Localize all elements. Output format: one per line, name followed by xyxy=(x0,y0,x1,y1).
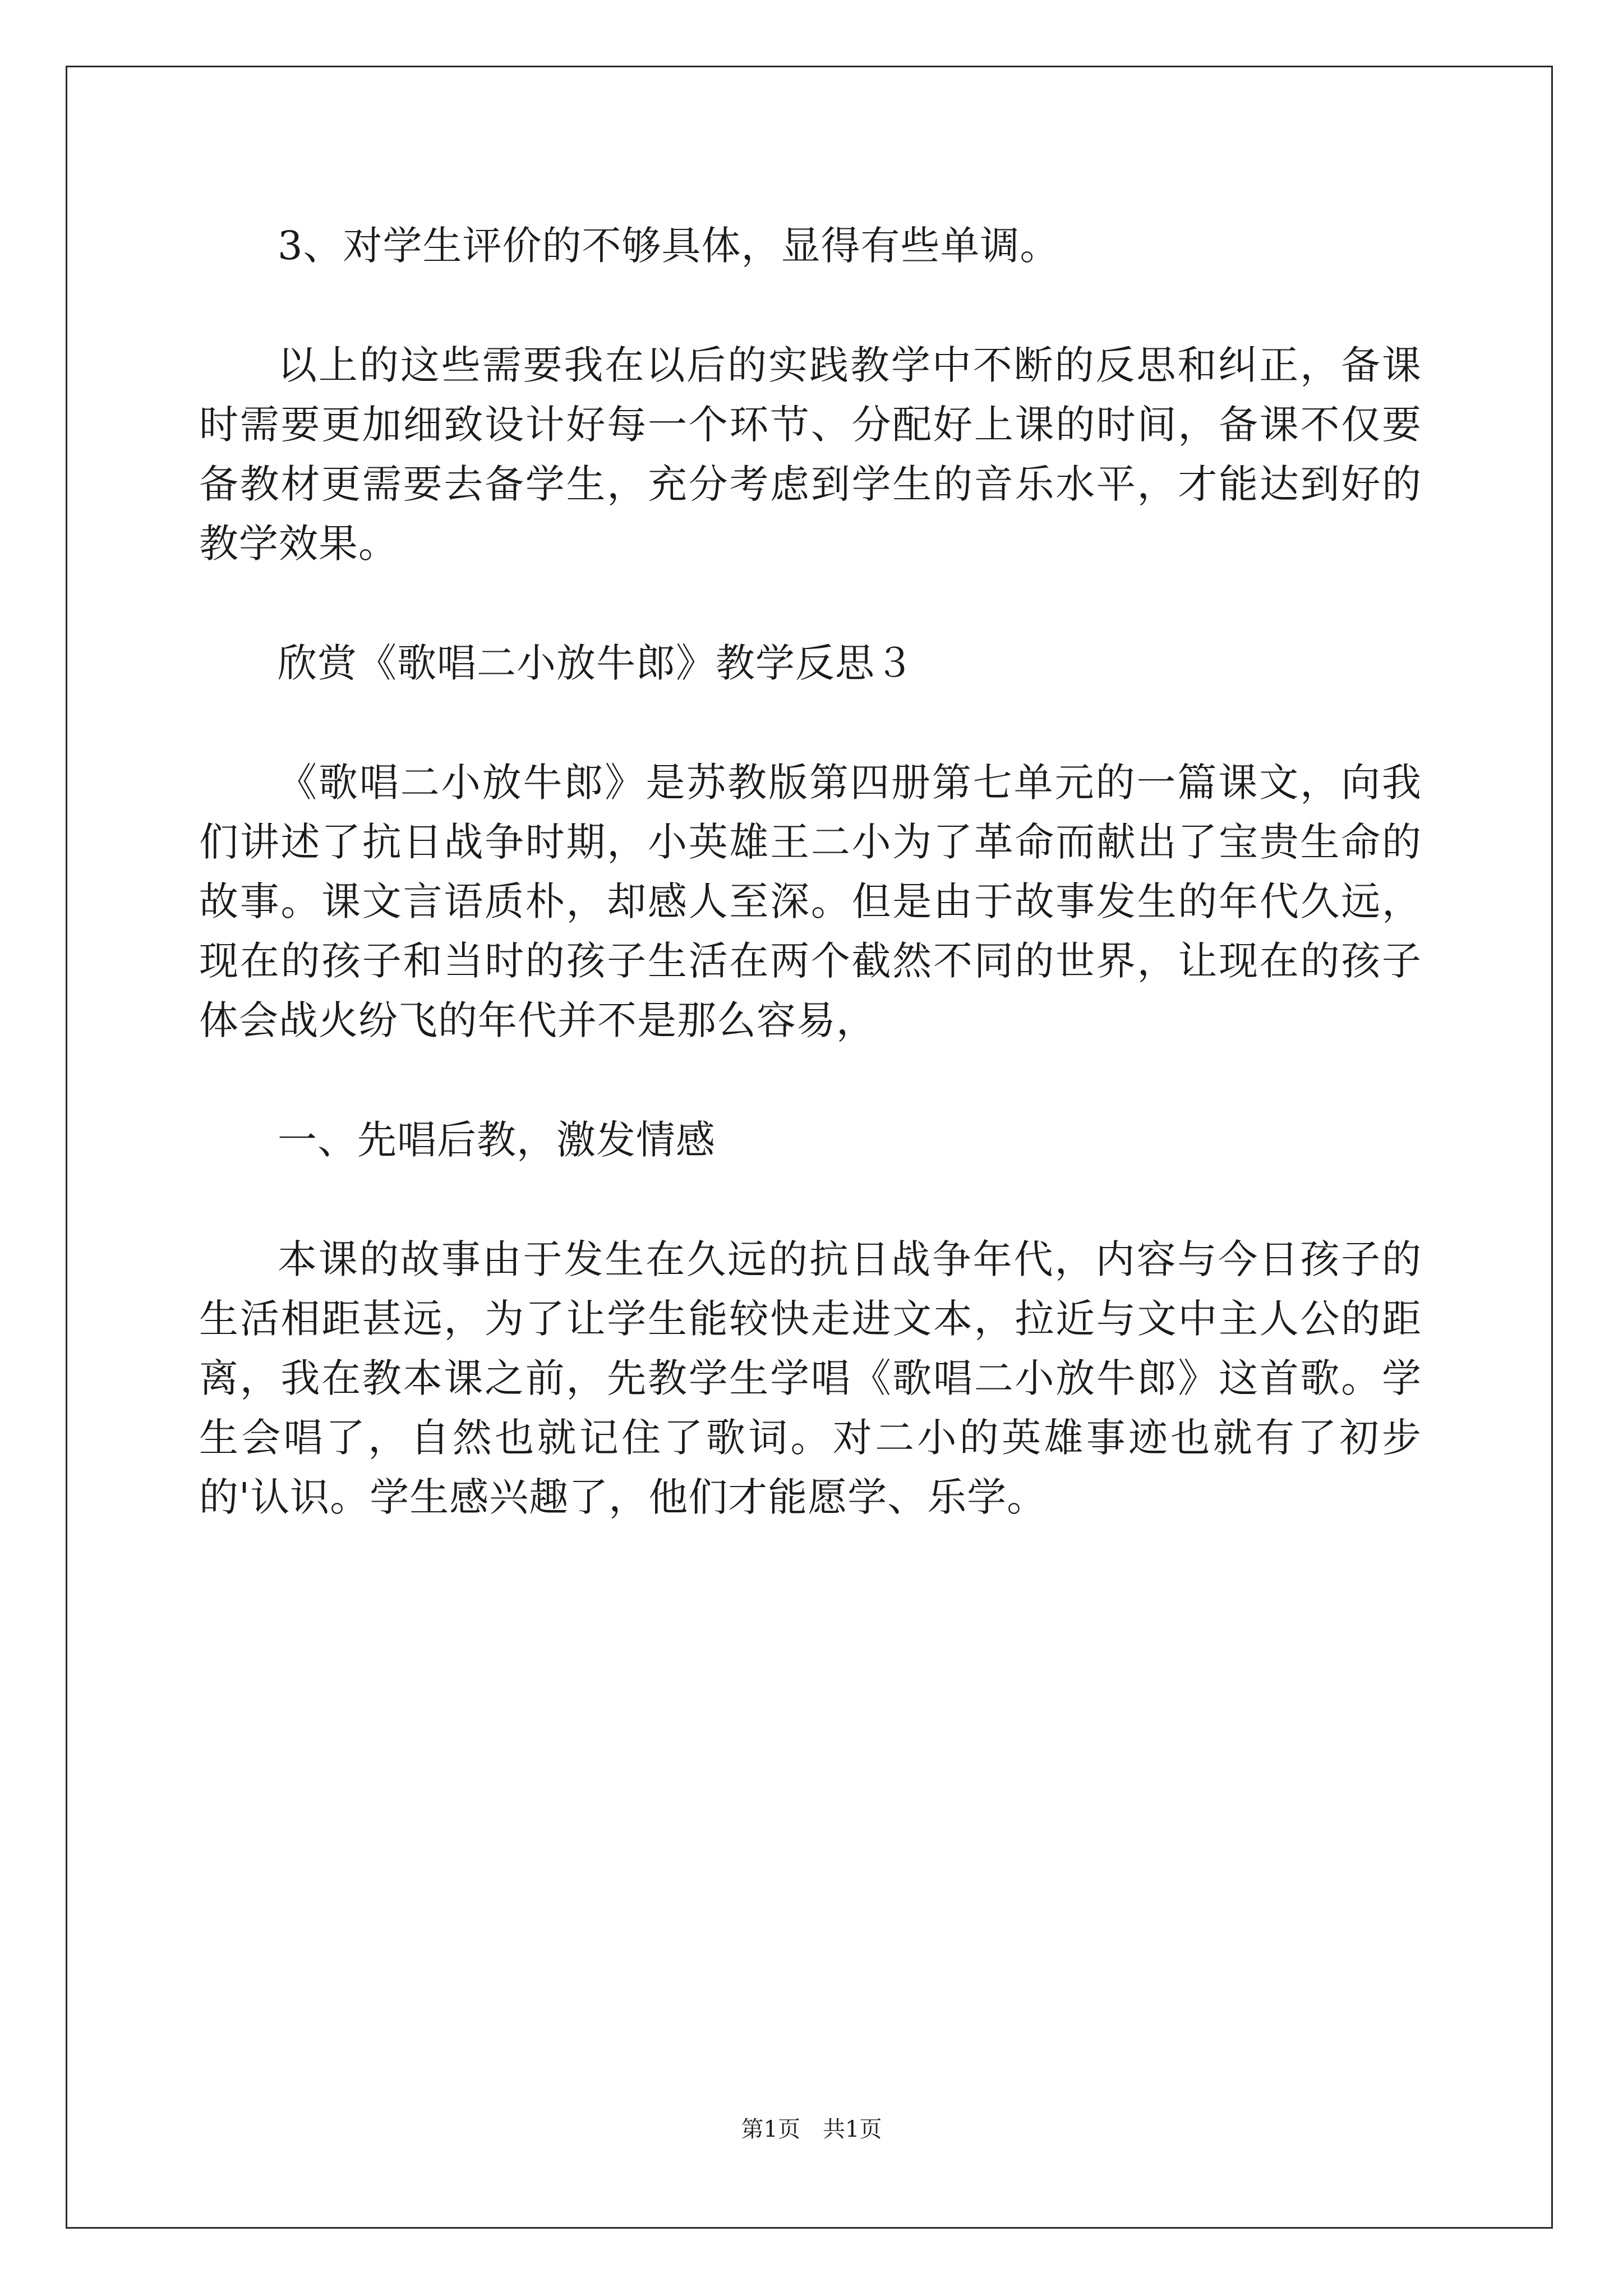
section-title: 欣赏《歌唱二小放牛郎》教学反思３ xyxy=(278,640,915,686)
document-body xyxy=(199,216,1422,1587)
paragraph: 3、对学生评价的不够具体，显得有些单调。 xyxy=(278,223,1060,269)
page-footer xyxy=(0,2116,1623,2143)
section-heading: 一、先唱后教，激发情感 xyxy=(278,1117,716,1163)
paragraph: 《歌唱二小放牛郎》是苏教版第四册第七单元的一篇课文，向我们讲述了抗日战争时期，小英雄王二小为了革命而献出了宝贵生命的故事。课文言语质朴，却感人至深。但是由于故事发生的年代久远，现在的孩子和当时的孩子生活在两个截然不同的世界，让现在的孩子体会战火纷飞的年代并不是那么容易， xyxy=(199,760,1422,1043)
page-number: 第1页 xyxy=(741,2116,800,2142)
paragraph: 以上的这些需要我在以后的实践教学中不断的反思和纠正，备课时需要更加细致设计好每一个环节、分配好上课的时间，备课不仅要备教材更需要去备学生，充分考虑到学生的音乐水平，才能达到好的教学效果。 xyxy=(199,342,1422,567)
paragraph: 本课的故事由于发生在久远的抗日战争年代，内容与今日孩子的生活相距甚远，为了让学生能较快走进文本，拉近与文中主人公的距离，我在教本课之前，先教学生学唱《歌唱二小放牛郎》这首歌。学生会唱了，自然也就记住了歌词。对二小的英雄事迹也就有了初步的'认识。学生感兴趣了，他们才能愿学、乐学。 xyxy=(199,1236,1422,1520)
page-total: 共1页 xyxy=(823,2116,882,2142)
